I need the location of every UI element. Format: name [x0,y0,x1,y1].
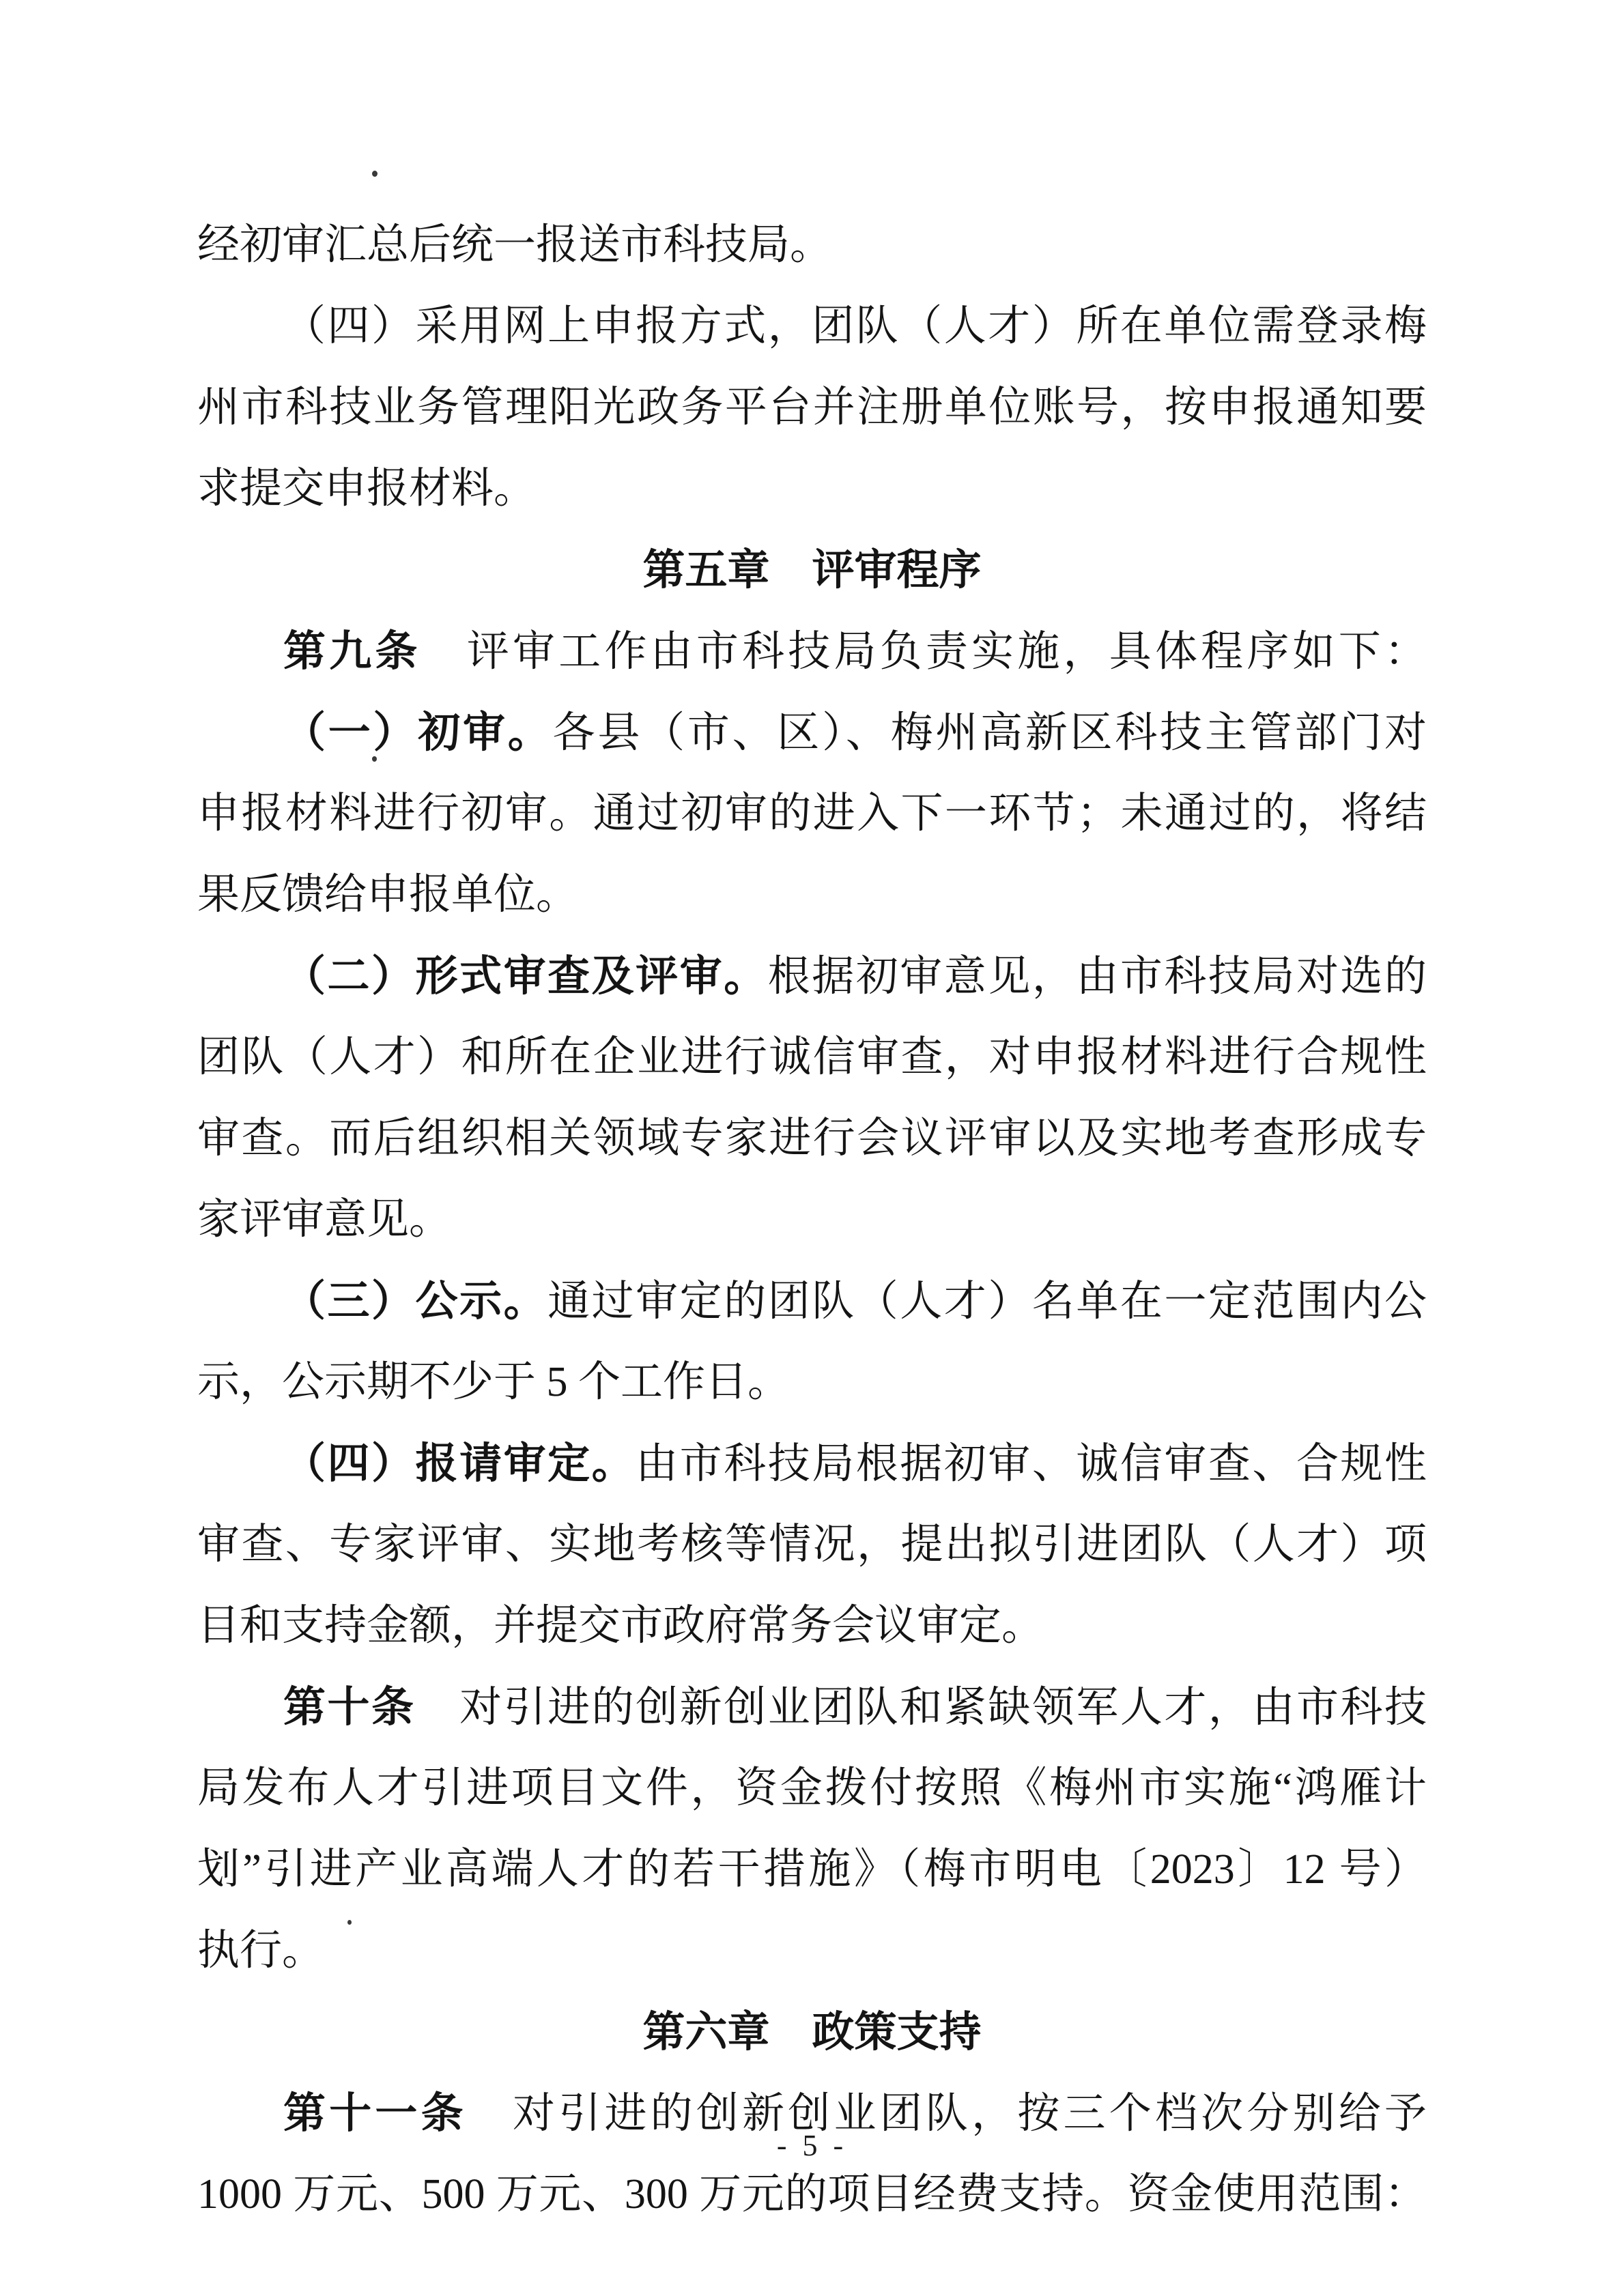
text-segment: 对引进的创新创业团队，按三个档次分别给予 [466,2091,1427,2137]
text-line [197,2154,1427,2235]
text-segment: 评审工作由市科技局负责实施，具体程序如下： [421,629,1427,675]
bold-term: （一）初审。 [283,709,553,756]
bold-term: 第九条 [283,628,421,675]
text-segment: 团队（人才）和所在企业进行诚信审查，对申报材料进行合规性 [197,1034,1427,1080]
scan-speck [372,171,377,177]
text-segment: 求提交申报材料。 [197,465,537,512]
text-segment: 家评审意见。 [197,1196,452,1243]
text-line [197,286,1427,367]
chapter-heading [197,1992,1427,2073]
chapter-heading [197,530,1427,611]
bold-term: 第十条 [283,1684,416,1731]
text-line [197,1017,1427,1098]
text-segment: （四）采用网上申报方式，团队（人才）所在单位需登录梅 [283,303,1427,349]
text-segment: 审查、专家评审、实地考核等情况，提出拟引进团队（人才）项 [197,1521,1427,1568]
text-segment: 局发布人才引进项目文件，资金拨付按照《梅州市实施“鸿雁计 [197,1765,1427,1811]
bold-term: 第六章 政策支持 [642,2009,982,2056]
text-line [197,367,1427,448]
text-segment: 对引进的创新创业团队和紧缺领军人才，由市科技 [415,1684,1427,1731]
text-segment: 根据初审意见，由市科技局对选的 [767,953,1427,1000]
document-body [197,205,1427,2235]
text-segment: 目和支持金额，并提交市政府常务会议审定。 [197,1603,1044,1649]
text-line [197,1098,1427,1179]
text-line [197,1179,1427,1261]
text-segment: 示，公示期不少于 5 个工作日。 [197,1359,790,1405]
text-segment: 由市科技局根据初审、诚信审查、合规性 [636,1441,1427,1487]
text-line [197,1423,1427,1504]
text-segment: 果反馈给申报单位。 [197,872,579,918]
text-segment: 各县（市、区）、梅州高新区科技主管部门对 [552,710,1427,756]
text-line [197,448,1427,530]
text-segment: 执行。 [197,1927,325,1974]
bold-term: （四）报请审定。 [283,1440,636,1487]
text-line [197,1667,1427,1748]
text-line [197,1829,1427,1910]
text-segment: 审查。而后组织相关领域专家进行会议评审以及实地考查形成专 [197,1115,1427,1162]
page-number: - 5 - [776,2129,848,2162]
bold-term: （二）形式审查及评审。 [283,953,768,1000]
text-line [197,205,1427,286]
text-line [197,1261,1427,1342]
text-line [197,1585,1427,1667]
text-segment: 经初审汇总后统一报送市科技局。 [197,222,833,268]
text-line [197,1342,1427,1423]
text-line [197,936,1427,1017]
text-line [197,855,1427,936]
text-segment: 划”引进产业高端人才的若干措施》（梅市明电〔2023〕12 号） [197,1846,1427,1893]
text-line [197,1910,1427,1992]
text-segment: 1000 万元、500 万元、300 万元的项目经费支持。资金使用范围： [197,2171,1427,2218]
text-line [197,773,1427,855]
bold-term: 第五章 评审程序 [642,547,982,594]
bold-term: （三）公示。 [283,1278,548,1325]
bold-term: 第十一条 [283,2090,467,2137]
text-segment: 通过审定的团队（人才）名单在一定范围内公 [547,1278,1427,1325]
text-segment: 申报材料进行初审。通过初审的进入下一环节；未通过的，将结 [197,790,1427,837]
text-line [197,692,1427,773]
text-line [197,1504,1427,1585]
text-segment: 州市科技业务管理阳光政务平台并注册单位账号，按申报通知要 [197,384,1427,431]
text-line [197,1748,1427,1829]
text-line [197,611,1427,692]
